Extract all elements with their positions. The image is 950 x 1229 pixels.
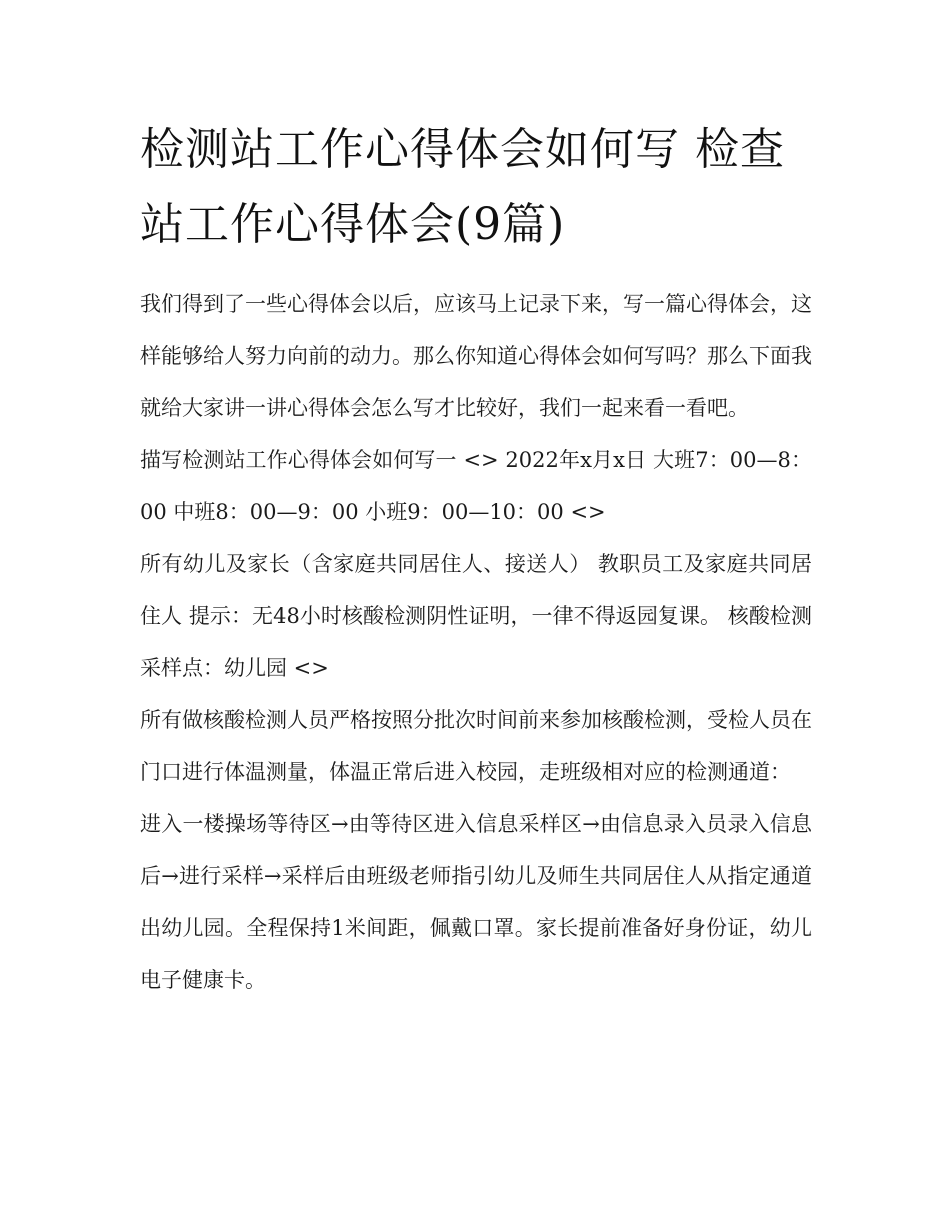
document-body (140, 278, 812, 1006)
paragraph-participants: 所有幼儿及家长（含家庭共同居住人、接送人） 教职员工及家庭共同居住人 提示：无48小时核酸检测阴性证明，一律不得返园复课。 核酸检测采样点：幼儿园 <> (140, 552, 812, 680)
paragraph-intro: 我们得到了一些心得体会以后，应该马上记录下来，写一篇心得体会，这样能够给人努力向前的动力。那么你知道心得体会如何写吗？那么下面我就给大家讲一讲心得体会怎么写才比较好，我们一起来看一看吧。 (140, 292, 812, 420)
document-title: 检测站工作心得体会如何写 检查站工作心得体会(9篇) (140, 124, 785, 250)
paragraph-schedule: 描写检测站工作心得体会如何写一 <> 2022年x月x日 大班7：00—8：00 中班8：00—9：00 小班9：00—10：00 <> (140, 448, 812, 524)
paragraph-flow: 进入一楼操场等待区→由等待区进入信息采样区→由信息录入员录入信息后→进行采样→采样后由班级老师指引幼儿及师生共同居住人从指定通道出幼儿园。全程保持1米间距，佩戴口罩。家长提前准备好身份证，幼儿电子健康卡。 (140, 812, 812, 992)
document-page (140, 112, 812, 1006)
paragraph-procedure: 所有做核酸检测人员严格按照分批次时间前来参加核酸检测，受检人员在门口进行体温测量，体温正常后进入校园，走班级相对应的检测通道： (140, 708, 812, 784)
